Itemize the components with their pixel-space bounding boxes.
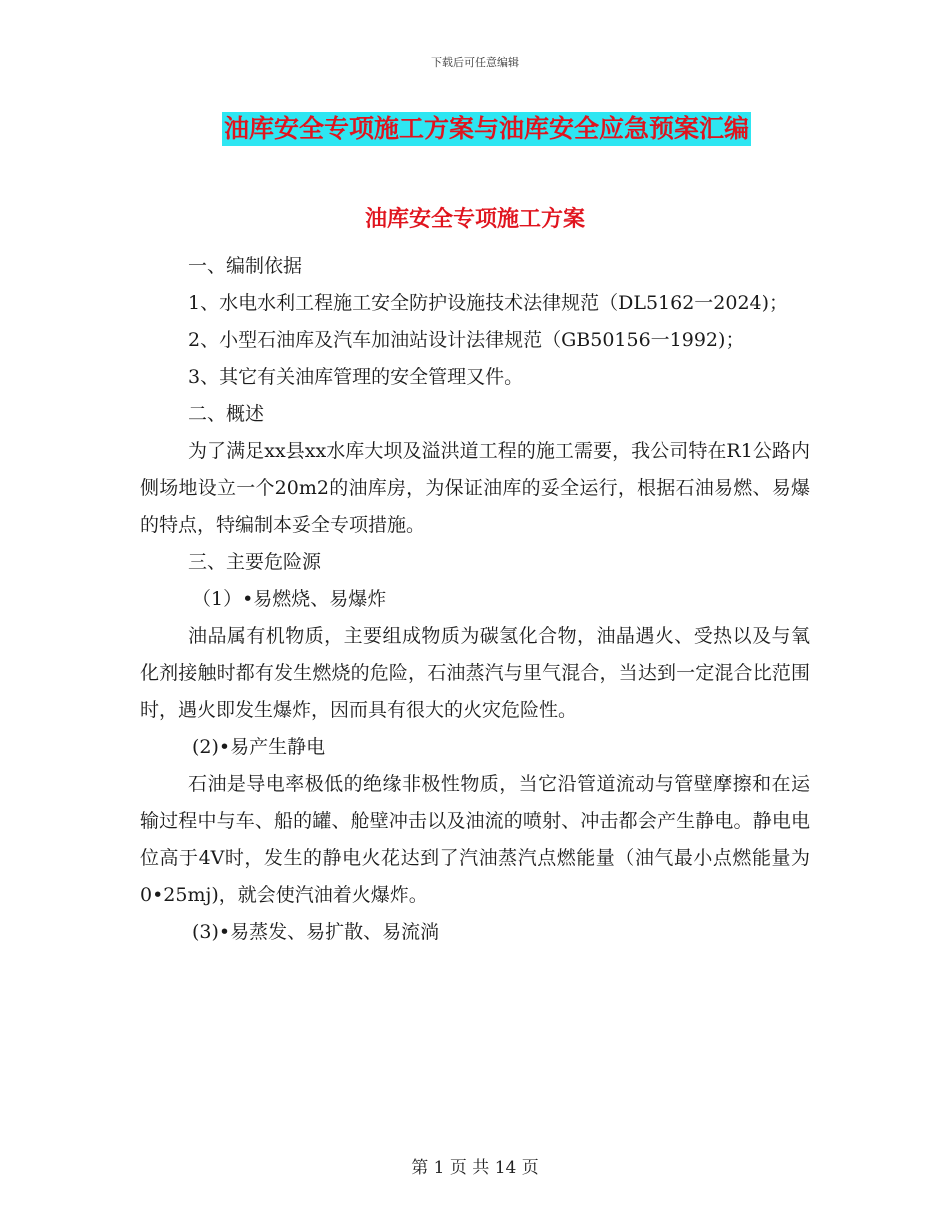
section-heading-hazards: 三、主要危险源 — [188, 551, 322, 573]
header-note: 下载后可任意编辑 — [431, 56, 519, 69]
hazard-heading-1: （1）•易燃烧、易爆炸 — [192, 588, 387, 610]
basis-item-2: 2、小型石油库及汽车加油站设计法律规范（GB50156一1992)； — [188, 329, 745, 351]
overview-paragraph: 为了满足xx县xx水库大坝及溢洪道工程的施工需要，我公司特在R1公路内侧场地设立一个20m2的油库房，为保证油库的妥全运行，根据石油易燃、易爆的特点，特编制本妥全专项措施。 — [140, 440, 810, 536]
basis-item-3: 3、其它有关油库管理的安全管理又件。 — [188, 366, 524, 388]
page-footer: 第 1 页 共 14 页 — [411, 1158, 539, 1178]
hazard-paragraph-2: 石油是导电率极低的绝缘非极性物质，当它沿管道流动与管壁摩擦和在运输过程中与车、船的罐、舱壁冲击以及油流的喷射、冲击都会产生静电。静电电位高于4V时，发生的静电火花达到了汽油蒸汽点燃能量（油气最小点燃能量为0•25mj)，就会使汽油着火爆炸。 — [140, 773, 810, 906]
hazard-paragraph-1: 油品属有机物质，主要组成物质为碳氢化合物，油晶遇火、受热以及与氧化剂接触时都有发生燃烧的危险，石油蒸汽与里气混合，当达到一定混合比范围时，遇火即发生爆炸，因而具有很大的火灾危险性。 — [140, 625, 810, 721]
document-main-title: 油库安全专项施工方案与油库安全应急预案汇编 — [222, 112, 751, 146]
document-sub-title: 油库安全专项施工方案 — [364, 207, 585, 232]
hazard-heading-3: (3)•易蒸发、易扩散、易流淌 — [192, 921, 440, 943]
basis-item-1: 1、水电水利工程施工安全防护设施技术法律规范（DL5162一2024)； — [188, 292, 789, 314]
hazard-heading-2: (2)•易产生静电 — [192, 736, 326, 758]
section-heading-overview: 二、概述 — [188, 403, 265, 425]
section-heading-basis: 一、编制依据 — [188, 255, 303, 277]
document-body — [140, 248, 810, 951]
